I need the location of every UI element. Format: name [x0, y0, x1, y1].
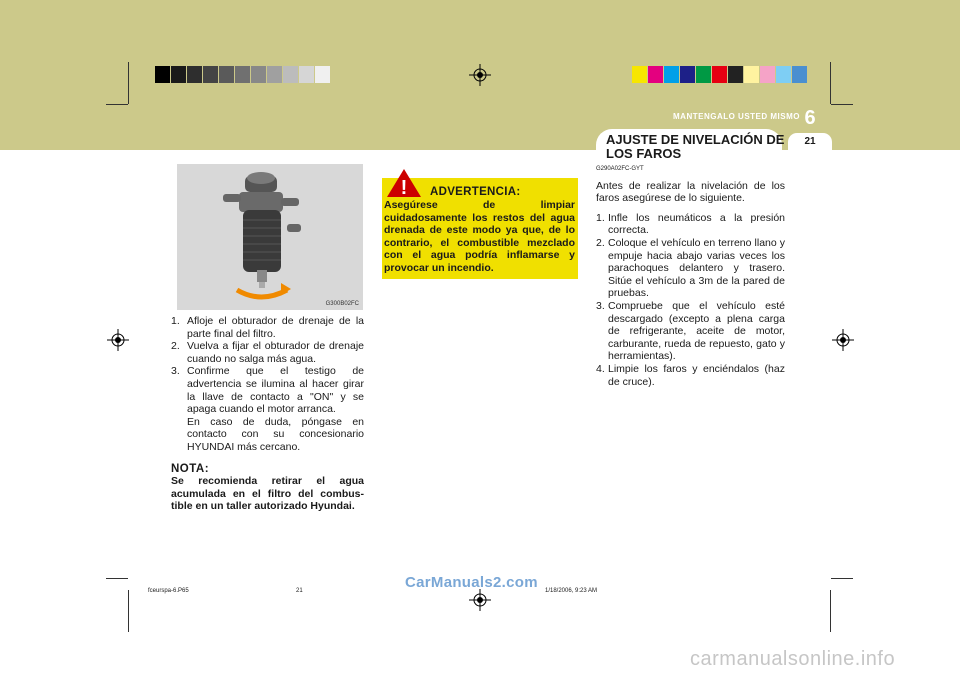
fuel-filter-figure — [177, 164, 363, 310]
section-label: MANTENGALO USTED MISMO — [673, 112, 800, 121]
crop-mark — [128, 62, 129, 104]
drain-steps-list — [171, 315, 364, 454]
fuel-filter-illustration — [177, 164, 363, 310]
registration-mark-icon — [469, 64, 491, 86]
step-text: Confirme que el testigo de advertencia se ilumina al hacer girar la llave de contacto a "ON" y se apaga cuando el motor arranca. — [187, 365, 364, 416]
crop-mark — [831, 104, 853, 105]
footer-page: 21 — [296, 588, 303, 594]
list-item — [171, 340, 364, 365]
list-item — [171, 416, 364, 454]
step-text: Compruebe que el vehículo esté descargado (excepto a plena carga de refrigerante, aceite de motor, carburante, rueda de repuesto, gato y herramientas). — [608, 299, 785, 363]
page-number: 21 — [788, 133, 832, 151]
note-title: NOTA: — [171, 462, 210, 475]
step-text: Coloque el vehículo en terreno llano y empuje hacia abajo varias veces los parachoques delantero y trasero. Sitúe el vehículo a 3m de la pared de pruebas. — [608, 236, 785, 300]
drain-instructions — [171, 315, 364, 513]
crop-mark — [830, 62, 831, 104]
section-title — [606, 133, 786, 161]
list-item — [596, 300, 785, 363]
step-number: 1. — [596, 211, 605, 224]
watermark-link[interactable]: CarManuals2.com — [405, 574, 538, 591]
list-item — [596, 212, 785, 237]
intro-text: Antes de realizar la nivelación de los faros asegúrese de lo siguiente. — [596, 179, 785, 205]
step-number: 3. — [171, 365, 180, 378]
warning-symbol: ! — [400, 177, 408, 198]
registration-mark-icon — [832, 329, 854, 351]
leveling-steps-list — [596, 212, 785, 388]
step-text: Infle los neumáticos a la presión correcta. — [608, 211, 785, 237]
step-text: Limpie los faros y enciéndalos (haz de cruce). — [608, 362, 785, 388]
crop-mark — [830, 590, 831, 632]
note-text: Se recomienda retirar el agua acumulada en el filtro del combus-tible en un taller autorizado Hyundai. — [171, 475, 364, 513]
grayscale-swatches — [155, 66, 331, 83]
list-item — [171, 365, 364, 415]
footer-date: 1/18/2006, 9:23 AM — [545, 588, 598, 594]
list-item — [596, 363, 785, 388]
chapter-number: 6 — [804, 107, 816, 129]
section-title-line: AJUSTE DE NIVELACIÓN DE — [606, 132, 785, 147]
warning-title: ADVERTENCIA: — [430, 186, 521, 198]
section-code: G290A02FC-GYT — [596, 166, 644, 172]
figure-code: G300B02FC — [325, 301, 359, 307]
step-number: 2. — [596, 236, 605, 249]
watermark-site: carmanualsonline.info — [690, 648, 896, 670]
crop-mark — [831, 578, 853, 579]
list-item — [171, 315, 364, 340]
color-swatches — [632, 66, 808, 83]
list-item — [596, 237, 785, 300]
step-number: 1. — [171, 315, 180, 327]
warning-text: Asegúrese de limpiar cuidadosamente los restos del agua drenada de este modo ya que, de lo contrario, el combustible mezclado con el agua podría inflamarse y provocar un incendio. — [384, 199, 575, 274]
crop-mark — [106, 104, 128, 105]
step-number: 2. — [171, 340, 180, 353]
step-text: Vuelva a fijar el obturador de drenaje cuando no salga más agua. — [187, 340, 364, 365]
section-title-line: LOS FAROS — [606, 146, 682, 161]
crop-mark — [106, 578, 128, 579]
step-text: Afloje el obturador de drenaje de la parte final del filtro. — [187, 315, 364, 340]
step-number: 4. — [596, 362, 605, 375]
registration-mark-icon — [469, 589, 491, 611]
warning-triangle-icon — [386, 168, 422, 198]
headlight-leveling-section — [596, 163, 785, 388]
registration-mark-icon — [107, 329, 129, 351]
footer-filename: fceurspa-6.P65 — [148, 588, 189, 594]
step-number: 3. — [596, 299, 605, 312]
step-text: En caso de duda, póngase en contacto con su concesionario HYUNDAI más cercano. — [187, 415, 364, 453]
crop-mark — [128, 590, 129, 632]
